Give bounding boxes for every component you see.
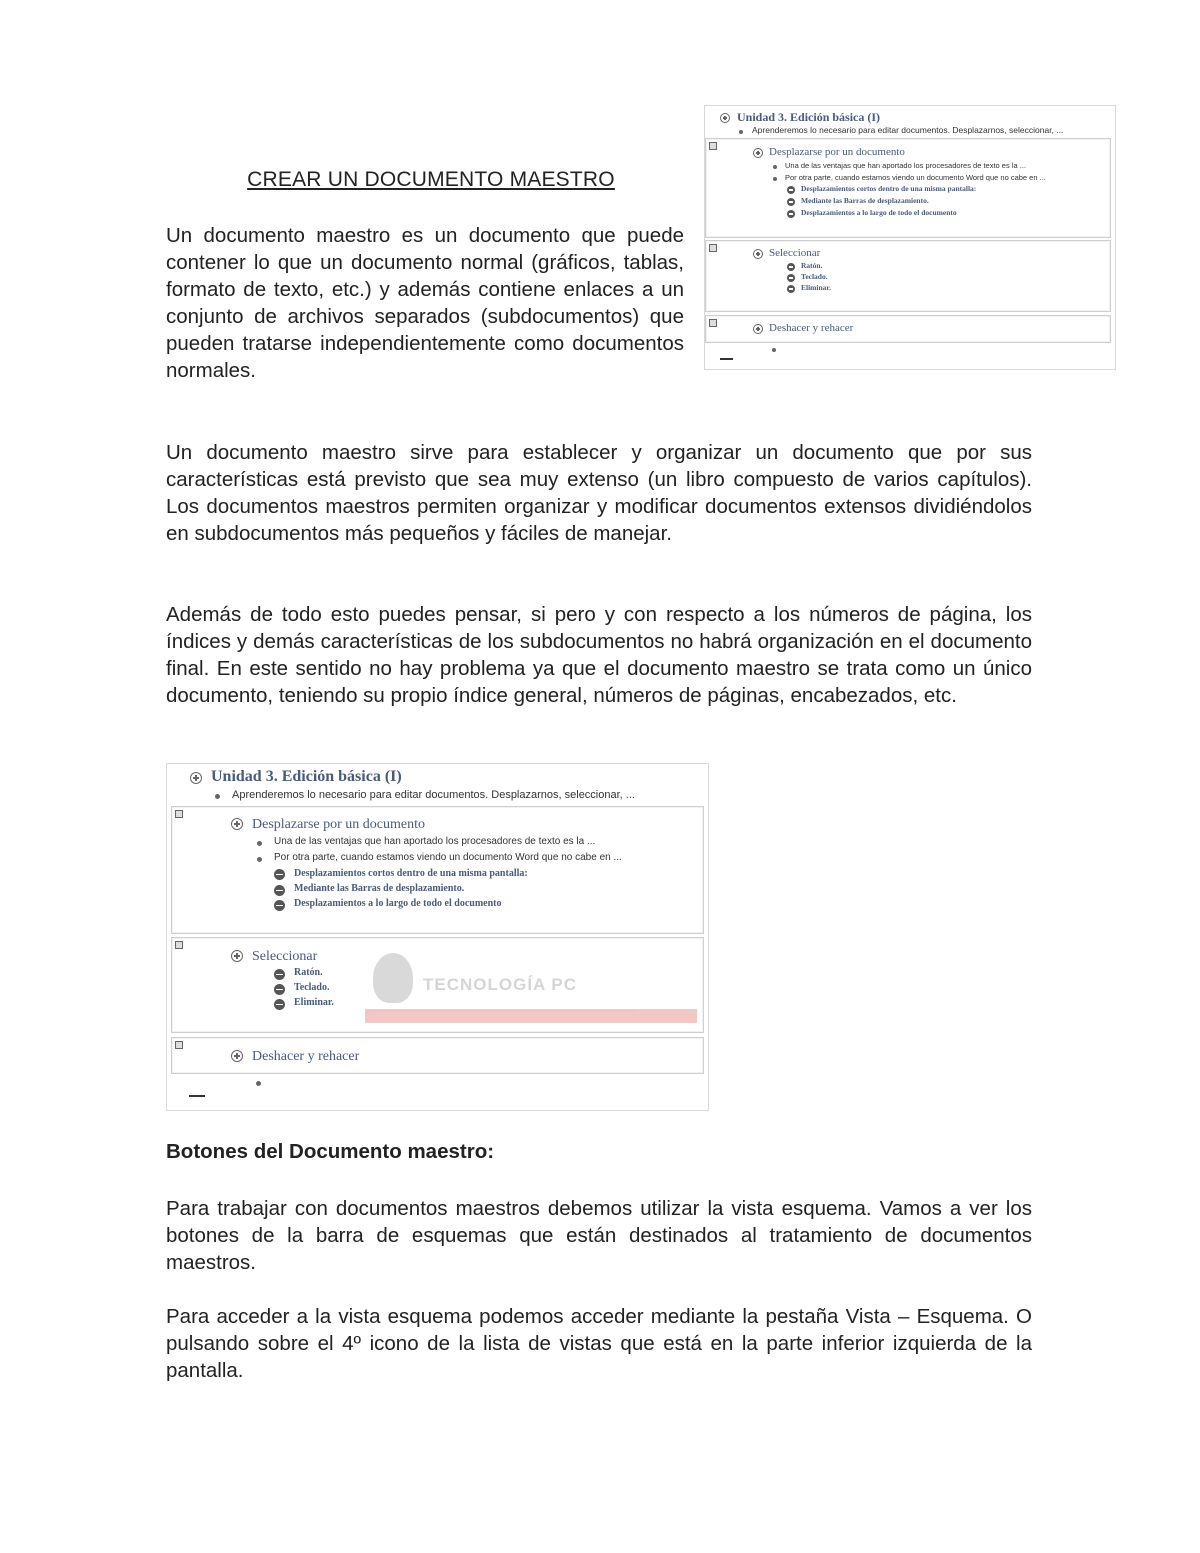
paragraph-numbering: Además de todo esto puedes pensar, si pero y con respecto a los números de página, los índices y demás características de los subdocumentos no habrá organización en el documento final. En este sentido no hay problema ya que el documento maestro se trata como un único documento, teniendo su propio índice general, números de páginas, encabezados, etc.	[166, 603, 1032, 707]
bullet-icon	[257, 857, 262, 862]
outline-section1-bullet1: Una de las ventajas que han aportado los procesadores de texto es la ...	[274, 836, 596, 847]
subdocument-icon	[709, 142, 717, 150]
outline-section2-title: Seleccionar	[252, 949, 318, 964]
collapse-icon	[787, 198, 795, 206]
subdocument-icon	[709, 244, 717, 252]
bullet-icon	[772, 348, 776, 352]
paragraph-intro: Un documento maestro es un documento que puede contener lo que un documento normal (gráficos, tablas, formato de texto, etc.) y además contiene enlaces a un conjunto de archivos separados (subdocumentos) que pueden tratarse independientemente como documentos normales.	[166, 224, 684, 382]
outline-section1-bullet2: Por otra parte, cuando estamos viendo un documento Word que no cabe en ...	[785, 173, 1046, 182]
outline-section2-item: Ratón.	[294, 967, 323, 978]
bullet-icon	[739, 130, 743, 134]
expand-icon	[753, 249, 763, 259]
outline-section3-title: Deshacer y rehacer	[769, 322, 854, 334]
paragraph-outline-view: Para trabajar con documentos maestros debemos utilizar la vista esquema. Vamos a ver los botones de la barra de esquemas que están destinados al tratamiento de documentos maestros.	[166, 1197, 1032, 1274]
outline-unit-title: Unidad 3. Edición básica (I)	[211, 768, 402, 785]
subdocument-icon	[175, 810, 183, 818]
outline-section1-item: Desplazamientos cortos dentro de una misma pantalla:	[294, 868, 528, 879]
outline-section1-item: Mediante las Barras de desplazamiento.	[294, 883, 465, 894]
subdocument-icon	[175, 941, 183, 949]
expand-icon	[231, 1050, 243, 1062]
outline-unit-note: Aprenderemos lo necesario para editar documentos. Desplazarnos, seleccionar, ...	[752, 125, 1064, 135]
collapse-icon	[274, 999, 285, 1010]
bullet-icon	[773, 165, 777, 169]
watermark-bar	[365, 1009, 697, 1023]
outline-section1-item: Desplazamientos cortos dentro de una misma pantalla:	[801, 184, 977, 193]
watermark	[365, 949, 697, 1029]
expand-icon	[753, 324, 763, 334]
expand-icon	[190, 772, 202, 784]
paragraph-purpose: Un documento maestro sirve para establecer y organizar un documento que por sus características está previsto que sea muy extenso (un libro compuesto de varios capítulos). Los documentos maestros permiten organizar y modificar documentos extensos dividiéndolos en subdocumentos más pequeños y fáciles de manejar.	[166, 441, 1032, 545]
expand-icon	[231, 950, 243, 962]
subdocument-box	[705, 315, 1111, 343]
bullet-icon	[773, 177, 777, 181]
subdocument-box	[705, 240, 1111, 312]
outline-section2-item: Teclado.	[801, 272, 828, 281]
document-title: CREAR UN DOCUMENTO MAESTRO	[247, 168, 615, 191]
expand-icon	[753, 148, 763, 158]
watermark-logo-icon	[373, 953, 413, 1003]
end-marker	[720, 358, 733, 360]
expand-icon	[231, 818, 243, 830]
collapse-icon	[787, 274, 795, 282]
collapse-icon	[274, 869, 285, 880]
collapse-icon	[274, 900, 285, 911]
outline-screenshot-large	[166, 763, 709, 1111]
outline-section1-bullet1: Una de las ventajas que han aportado los procesadores de texto es la ...	[785, 161, 1026, 170]
bullet-icon	[215, 794, 220, 799]
outline-section2-title: Seleccionar	[769, 247, 821, 259]
outline-section1-bullet2: Por otra parte, cuando estamos viendo un documento Word que no cabe en ...	[274, 852, 622, 863]
expand-icon	[720, 113, 730, 123]
section-subheading: Botones del Documento maestro:	[166, 1140, 495, 1163]
collapse-icon	[274, 885, 285, 896]
outline-section2-item: Eliminar.	[801, 283, 831, 292]
end-marker	[189, 1095, 205, 1097]
outline-unit-title: Unidad 3. Edición básica (I)	[737, 110, 881, 124]
outline-section2-item: Teclado.	[294, 982, 330, 993]
subdocument-icon	[175, 1041, 183, 1049]
collapse-icon	[787, 285, 795, 293]
collapse-icon	[787, 263, 795, 271]
outline-section2-item: Eliminar.	[294, 997, 334, 1008]
subdocument-icon	[709, 319, 717, 327]
collapse-icon	[787, 210, 795, 218]
outline-screenshot-small	[704, 105, 1116, 370]
outline-section1-title: Desplazarse por un documento	[769, 146, 905, 158]
outline-section2-item: Ratón.	[801, 261, 823, 270]
collapse-icon	[274, 984, 285, 995]
subdocument-box	[171, 1037, 704, 1074]
watermark-text: TECNOLOGÍA PC	[423, 975, 578, 994]
collapse-icon	[787, 186, 795, 194]
bullet-icon	[257, 841, 262, 846]
outline-section1-item: Desplazamientos a lo largo de todo el documento	[294, 898, 502, 909]
outline-section3-title: Deshacer y rehacer	[252, 1049, 360, 1064]
paragraph-access-view: Para acceder a la vista esquema podemos acceder mediante la pestaña Vista – Esquema. O pulsando sobre el 4º icono de la lista de vistas que está en la parte inferior izquierda de la pantalla.	[166, 1305, 1032, 1382]
outline-section1-item: Mediante las Barras de desplazamiento.	[801, 196, 929, 205]
bullet-icon	[256, 1081, 261, 1086]
outline-unit-note: Aprenderemos lo necesario para editar documentos. Desplazarnos, seleccionar, ...	[232, 789, 635, 801]
outline-section1-title: Desplazarse por un documento	[252, 817, 425, 832]
collapse-icon	[274, 969, 285, 980]
outline-section1-item: Desplazamientos a lo largo de todo el documento	[801, 208, 957, 217]
